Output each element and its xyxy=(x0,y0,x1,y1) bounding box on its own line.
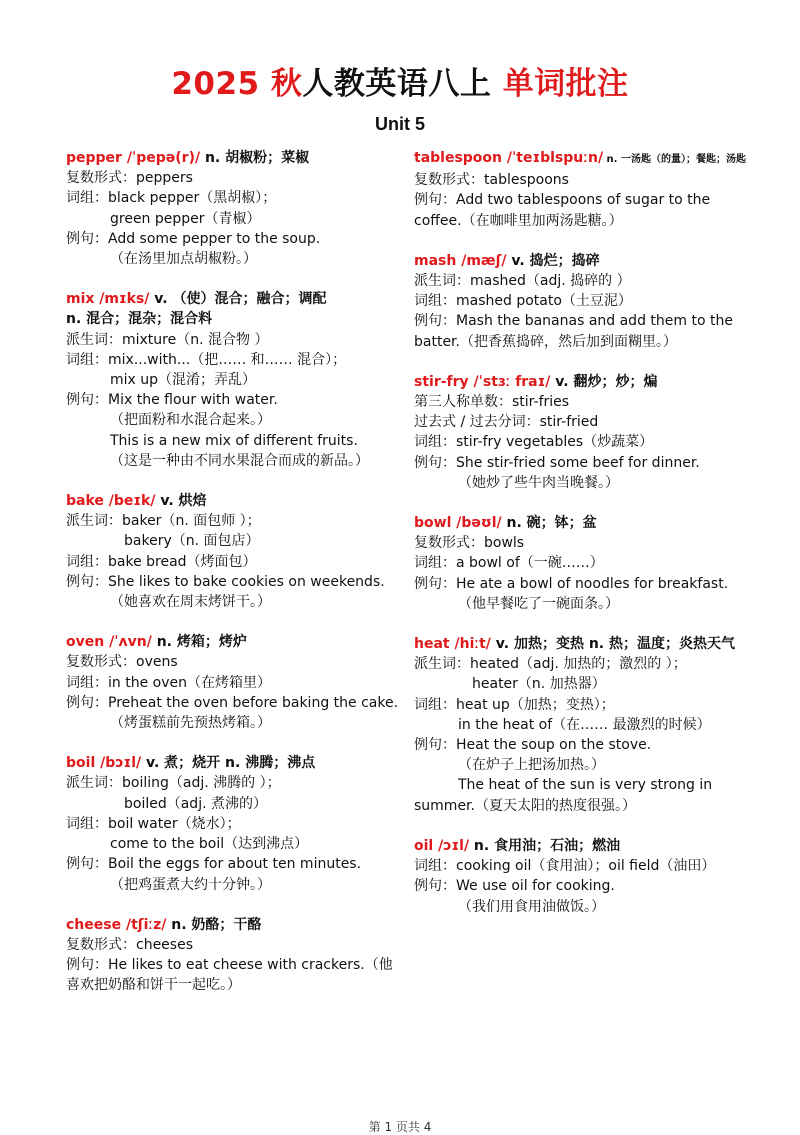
entry-detail-line: （这是一种由不同水果混合而成的新品。） xyxy=(110,452,369,469)
phonetic: /ɔɪl/ xyxy=(433,837,470,854)
phonetic: /ˈteɪblspuːn/ xyxy=(502,150,604,166)
page-footer: 第 1 页共 4 xyxy=(368,1120,432,1134)
title-year: 2025 秋 xyxy=(171,66,303,102)
right-column xyxy=(414,148,744,937)
unit-heading: Unit 5 xyxy=(374,114,425,134)
entry-detail-line: 例句：Preheat the oven before baking the cake. xyxy=(66,694,399,711)
entry-detail-line: （烤蛋糕前先预热烤箱。） xyxy=(110,715,271,732)
vocab-entry xyxy=(414,251,744,352)
phonetic: /tʃiːz/ xyxy=(121,916,167,933)
entry-detail-line: 复数形式：peppers xyxy=(66,170,193,187)
entry-detail-line: 例句：Add some pepper to the soup. xyxy=(66,230,321,247)
entry-detail-line: 词组：stir-fry vegetables（炒蔬菜） xyxy=(414,434,654,451)
entry-detail-line: （在汤里加点胡椒粉。） xyxy=(110,251,257,268)
entry-headword-line xyxy=(66,753,396,773)
phonetic: /mɪks/ xyxy=(94,291,150,308)
part-of-speech: v. 加热；变热 n. 热；温度；炎热天气 xyxy=(490,636,735,653)
headword: bake xyxy=(66,493,104,510)
vocab-entry xyxy=(66,915,396,996)
entry-detail-line: 词组：mix...with...（把…… 和…… 混合）； xyxy=(66,351,347,368)
vocab-entry xyxy=(414,513,744,614)
headword: pepper xyxy=(66,150,122,166)
entry-headword-line xyxy=(66,632,396,652)
entry-detail-line: 第三人称单数：stir-fries xyxy=(414,394,570,411)
entry-detail-line: 例句：Add two tablespoons of sugar to the coffee.（在咖啡里加两汤匙糖。） xyxy=(414,192,711,229)
entry-detail-line: 派生词：baker（n. 面包师 ）； xyxy=(66,513,261,530)
entry-detail-line: 例句：Mix the flour with water. xyxy=(66,392,278,409)
part-of-speech: n. 食用油；石油；燃油 xyxy=(469,837,621,854)
entry-detail-line: 词组：a bowl of（一碗……） xyxy=(414,555,604,572)
entry-detail-line: green pepper（青椒） xyxy=(110,210,261,227)
part-of-speech: v. 翻炒；炒；煸 xyxy=(550,373,658,390)
title-subject: 单词批注 xyxy=(502,66,629,102)
vocab-entry xyxy=(66,632,399,733)
headword: mash xyxy=(414,252,457,269)
vocab-entry xyxy=(66,491,396,612)
entry-detail-line: （她喜欢在周末烤饼干。） xyxy=(110,594,271,611)
entry-detail-line: （在炉子上把汤加热。） xyxy=(458,757,605,774)
part-of-speech: v. （使）混合；融合；调配 xyxy=(149,291,327,308)
vocab-entry xyxy=(66,289,396,471)
entry-detail-line: （把面粉和水混合起来。） xyxy=(110,412,271,429)
part-of-speech: v. 烘焙 xyxy=(155,493,207,510)
entry-detail-line: 复数形式：tablespoons xyxy=(414,172,569,189)
headword: heat xyxy=(414,636,450,653)
entry-detail-line: 派生词：mixture（n. 混合物 ） xyxy=(66,331,269,348)
entry-detail-line: 例句：Mash the bananas and add them to the batter.（把香蕉捣碎，然后加到面糊里。） xyxy=(414,313,733,350)
entry-detail-line: come to the boil（达到沸点） xyxy=(110,836,309,853)
part-of-speech: v. 捣烂；捣碎 xyxy=(506,252,600,269)
entry-headword-line xyxy=(414,251,744,271)
left-column xyxy=(66,148,399,1016)
headword: mix xyxy=(66,291,95,308)
vocab-entry xyxy=(66,753,396,894)
entry-headword-line xyxy=(66,148,396,168)
entry-headword-line xyxy=(66,915,396,935)
entry-detail-line: 词组：black pepper（黑胡椒）； xyxy=(66,190,277,207)
phonetic: /beɪk/ xyxy=(103,493,156,510)
entry-detail-line: 派生词：mashed（adj. 捣碎的 ） xyxy=(414,273,631,290)
entry-headword-line xyxy=(414,372,744,392)
headword: boil xyxy=(66,755,96,772)
part-of-speech: n. 一汤匙（的量）；餐匙；汤匙 xyxy=(603,154,746,165)
part-of-speech: n. 胡椒粉；菜椒 xyxy=(200,150,310,166)
entry-headword-line xyxy=(414,148,744,170)
vocab-entry xyxy=(414,372,744,493)
entry-detail-line: The heat of the sun is very strong in xyxy=(458,777,713,794)
phonetic: /bəʊl/ xyxy=(451,515,502,532)
entry-headword-line xyxy=(414,836,744,856)
phonetic: /ˈpepə(r)/ xyxy=(121,150,201,166)
vocab-entry xyxy=(414,836,744,917)
entry-detail-line: 词组：mashed potato（土豆泥） xyxy=(414,293,632,310)
page-title xyxy=(0,58,800,103)
headword: tablespoon xyxy=(414,150,503,166)
part-of-speech: n. 烤箱；烤炉 xyxy=(151,634,247,651)
entry-detail-line: 词组：cooking oil（食用油）；oil field（油田） xyxy=(414,858,716,875)
entry-detail-line: heater（n. 加热器） xyxy=(472,676,606,693)
entry-detail-line: n. 混合；混杂；混合料 xyxy=(66,311,213,328)
entry-detail-line: 例句：She likes to bake cookies on weekends. xyxy=(66,573,385,590)
vocab-entry xyxy=(414,148,744,231)
entry-detail-line: 例句：We use oil for cooking. xyxy=(414,878,615,895)
entry-headword-line xyxy=(414,634,744,654)
entry-detail-line: bakery（n. 面包店） xyxy=(124,533,260,550)
entry-headword-line xyxy=(66,491,396,511)
entry-detail-line: （她炒了些牛肉当晚餐。） xyxy=(458,474,619,491)
entry-detail-line: summer.（夏天太阳的热度很强。） xyxy=(414,797,636,814)
entry-detail-line: mix up（混淆；弄乱） xyxy=(110,372,257,389)
entry-detail-line: 派生词：heated（adj. 加热的；激烈的 ）； xyxy=(414,656,687,673)
headword: oven xyxy=(66,634,105,651)
part-of-speech: n. 奶酪；干酪 xyxy=(166,916,262,933)
vocab-entry xyxy=(414,634,744,816)
headword: oil xyxy=(414,837,434,854)
phonetic: /ˈstɜː fraɪ/ xyxy=(468,373,551,390)
part-of-speech: n. 碗；钵；盆 xyxy=(501,515,597,532)
entry-detail-line: This is a new mix of different fruits. xyxy=(110,432,358,449)
headword: bowl xyxy=(414,515,452,532)
phonetic: /hiːt/ xyxy=(449,636,491,653)
entry-detail-line: 词组：in the oven（在烤箱里） xyxy=(66,674,271,691)
entry-detail-line: （他早餐吃了一碗面条。） xyxy=(458,595,619,612)
entry-detail-line: 例句：He likes to eat cheese with crackers.（他喜欢把奶酪和饼干一起吃。） xyxy=(66,957,393,994)
entry-detail-line: 复数形式：cheeses xyxy=(66,936,193,953)
entry-detail-line: 词组：boil water（烧水）； xyxy=(66,815,241,832)
phonetic: /mæʃ/ xyxy=(456,252,507,269)
entry-detail-line: （把鸡蛋煮大约十分钟。） xyxy=(110,876,271,893)
entry-detail-line: in the heat of（在…… 最激烈的时候） xyxy=(458,716,711,733)
phonetic: /ˈʌvn/ xyxy=(104,634,152,651)
entry-headword-line xyxy=(414,513,744,533)
entry-detail-line: 词组：heat up（加热；变热）； xyxy=(414,696,615,713)
title-book: 人教英语八上 xyxy=(302,66,503,102)
entry-headword-line xyxy=(66,289,396,309)
entry-detail-line: 词组：bake bread（烤面包） xyxy=(66,553,257,570)
headword: cheese xyxy=(66,916,122,933)
entry-detail-line: 复数形式：bowls xyxy=(414,535,525,552)
entry-detail-line: 例句：She stir-fried some beef for dinner. xyxy=(414,454,700,471)
part-of-speech: v. 煮；烧开 n. 沸腾；沸点 xyxy=(141,755,316,772)
entry-detail-line: 例句：He ate a bowl of noodles for breakfast. xyxy=(414,575,729,592)
phonetic: /bɔɪl/ xyxy=(95,755,142,772)
entry-detail-line: 复数形式：ovens xyxy=(66,654,178,671)
entry-detail-line: （我们用食用油做饭。） xyxy=(458,898,605,915)
entry-detail-line: 例句：Heat the soup on the stove. xyxy=(414,737,652,754)
entry-detail-line: boiled（adj. 煮沸的） xyxy=(124,795,267,812)
entry-detail-line: 过去式 / 过去分词：stir-fried xyxy=(414,414,599,431)
vocab-entry xyxy=(66,148,396,269)
entry-detail-line: 派生词：boiling（adj. 沸腾的 ）； xyxy=(66,775,281,792)
entry-detail-line: 例句：Boil the eggs for about ten minutes. xyxy=(66,856,362,873)
headword: stir-fry xyxy=(414,373,469,390)
